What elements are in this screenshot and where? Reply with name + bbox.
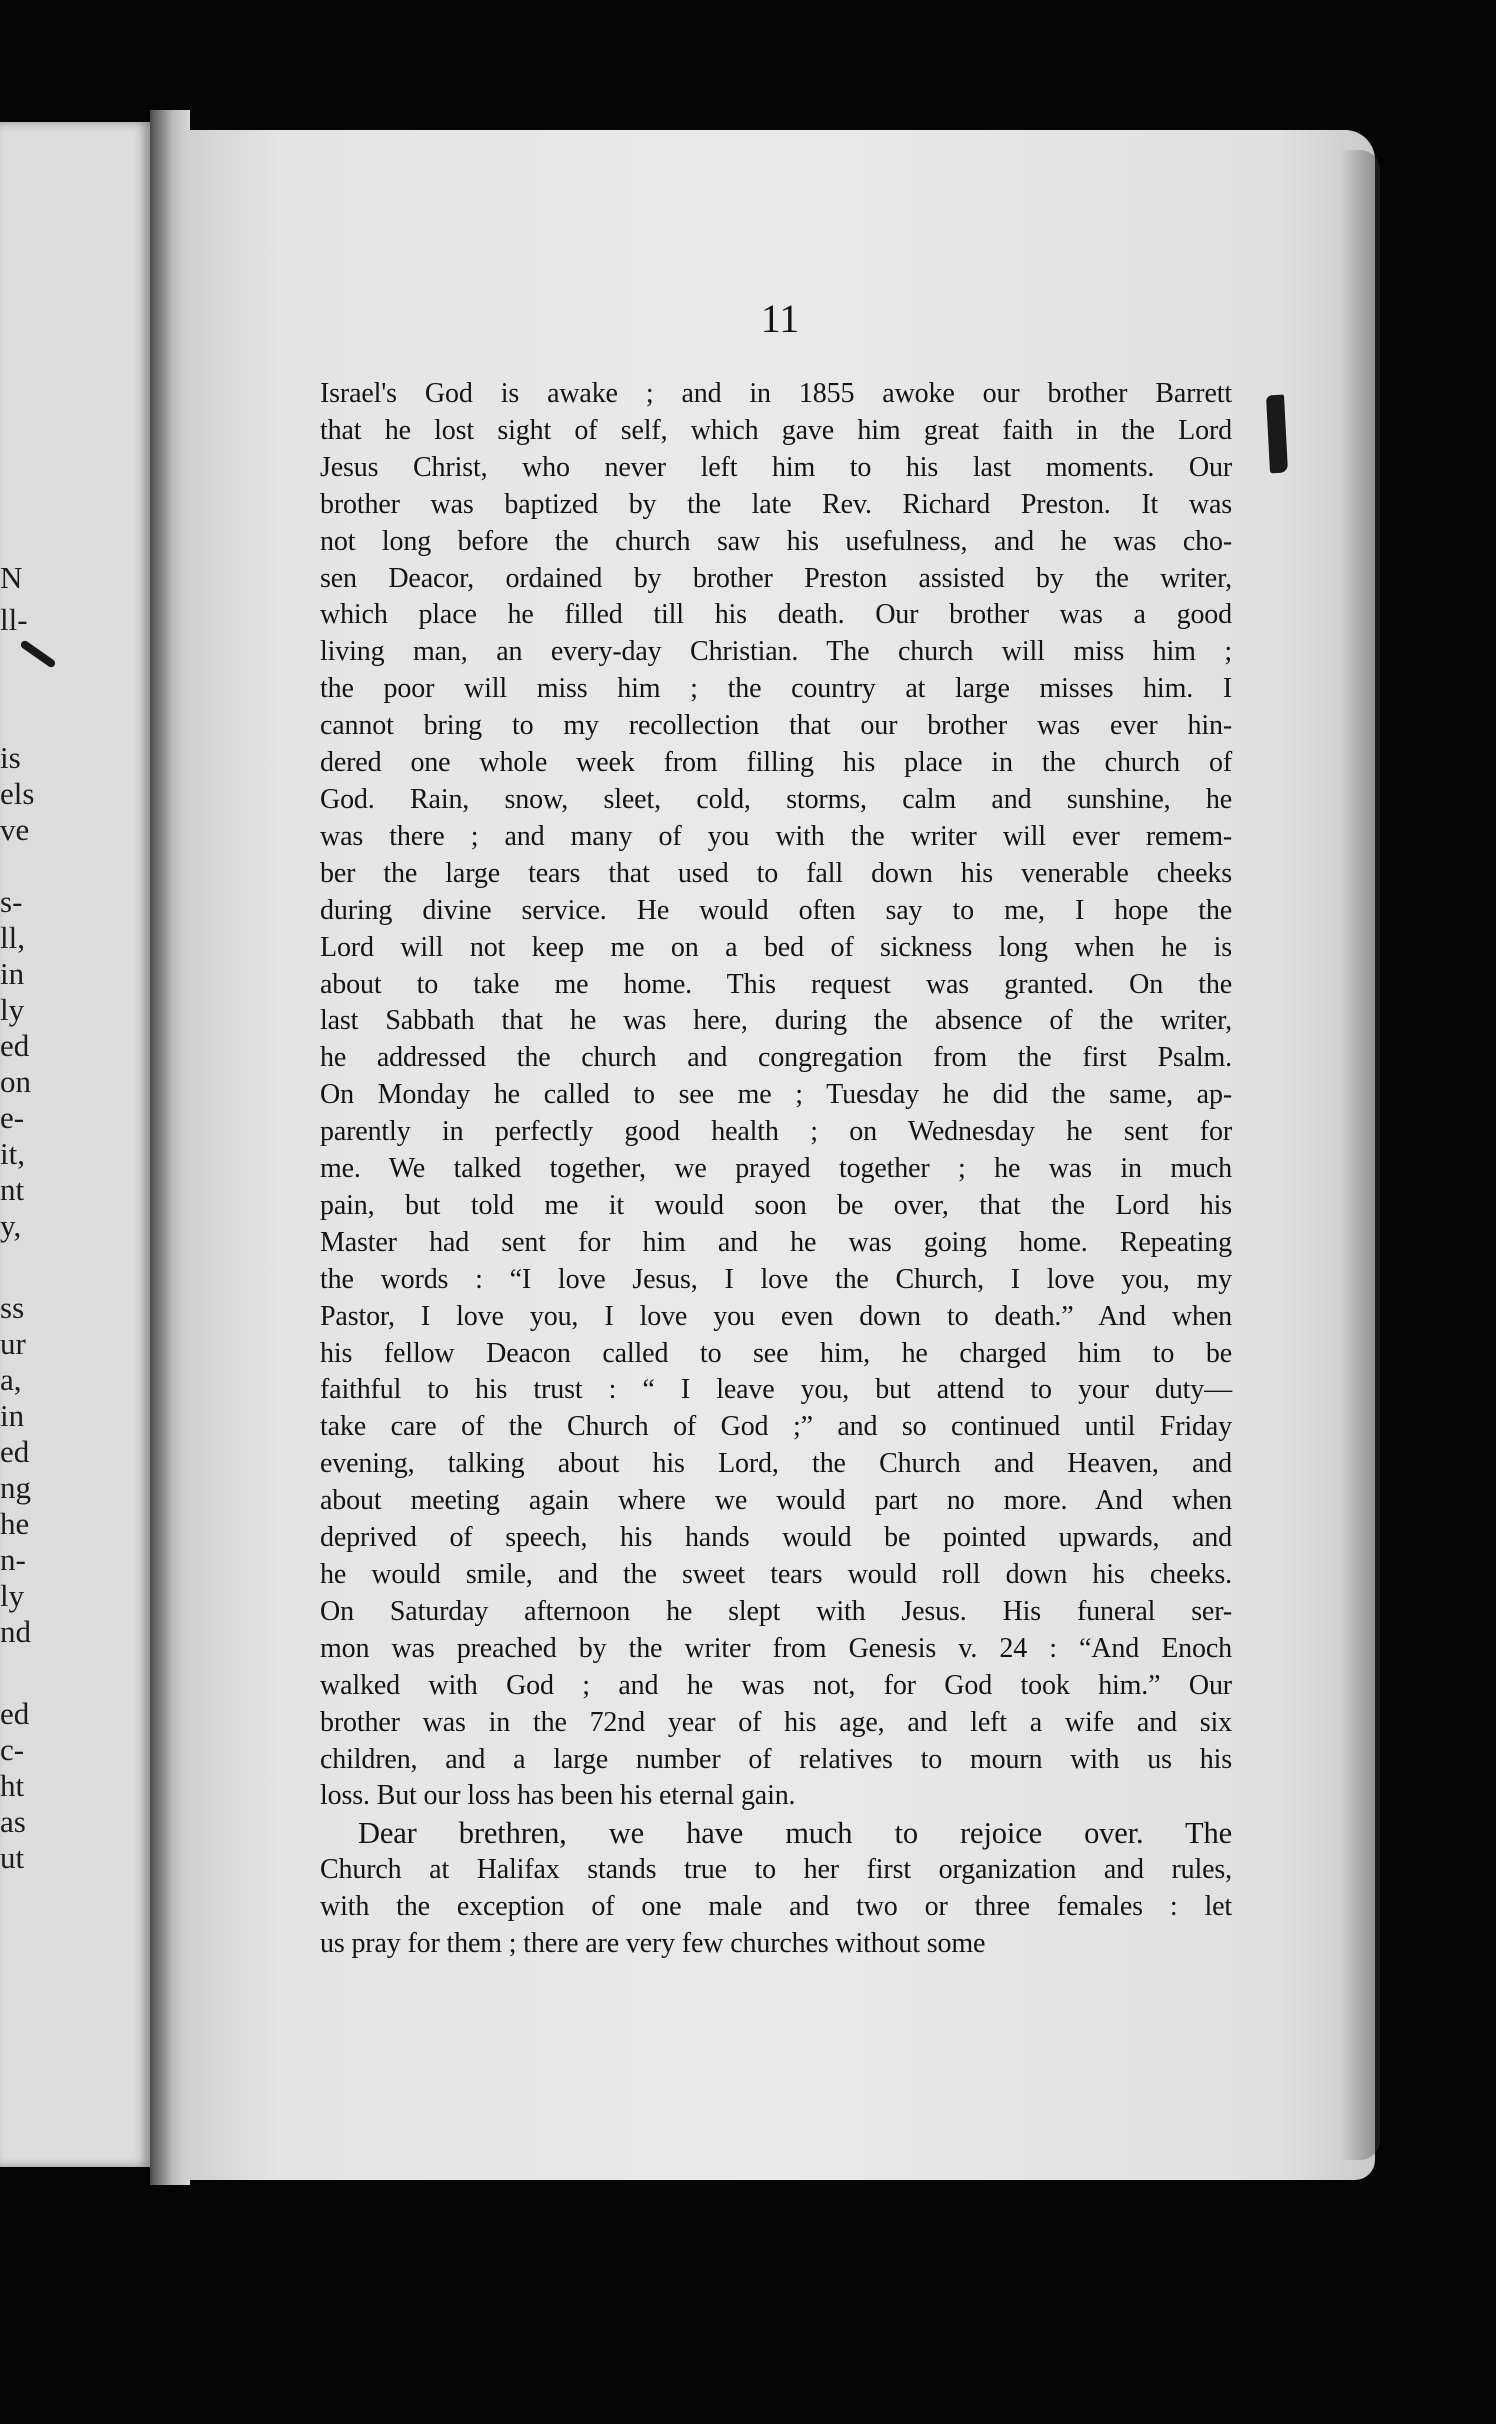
text-line: the words : “I love Jesus, I love the Church, I love you, my: [320, 1263, 1232, 1295]
text-line: On Saturday afternoon he slept with Jesus. His funeral ser-: [320, 1595, 1232, 1627]
left-page-fragment: as: [0, 1804, 26, 1839]
left-page-fragment: ed: [0, 1028, 30, 1063]
page-edge-shadow: [1340, 150, 1380, 2160]
text-line: his fellow Deacon called to see him, he charged him to be: [320, 1337, 1232, 1369]
text-line: about meeting again where we would part no more. And when: [320, 1485, 1232, 1517]
text-line: the poor will miss him ; the country at large misses him. I: [320, 673, 1232, 705]
text-line: living man, an every-day Christian. The church will miss him ;: [320, 636, 1232, 668]
text-line: God. Rain, snow, sleet, cold, storms, calm and sunshine, he: [320, 783, 1232, 815]
text-line: that he lost sight of self, which gave him great faith in the Lord: [320, 414, 1232, 446]
left-page-fragment: ur: [0, 1326, 26, 1361]
text-line: was there ; and many of you with the writer will ever remem-: [320, 820, 1232, 852]
left-page-fragments: [0, 562, 80, 2062]
text-line: not long before the church saw his usefulness, and he was cho-: [320, 525, 1232, 557]
text-line: Lord will not keep me on a bed of sickness long when he is: [320, 931, 1232, 963]
text-line: last Sabbath that he was here, during the absence of the writer,: [320, 1005, 1232, 1037]
left-page-fragment: ht: [0, 1768, 25, 1803]
left-page-fragment: ll-: [0, 602, 28, 637]
text-line: walked with God ; and he was not, for God took him.” Our: [320, 1669, 1232, 1701]
left-page-fragment: ed: [0, 1696, 30, 1731]
left-page-fragment: ly: [0, 1578, 25, 1613]
text-line: pain, but told me it would soon be over, that the Lord his: [320, 1189, 1232, 1221]
left-page-fragment: is: [0, 740, 21, 775]
left-page-fragment: ve: [0, 812, 30, 847]
text-line: faithful to his trust : “ I leave you, but attend to your duty—: [320, 1374, 1232, 1406]
left-page-fragment: ss: [0, 1290, 25, 1325]
book-gutter: [150, 110, 190, 2185]
text-line: parently in perfectly good health ; on Wednesday he sent for: [320, 1116, 1232, 1148]
text-line: cannot bring to my recollection that our brother was ever hin-: [320, 710, 1232, 742]
text-line: sen Deacor, ordained by brother Preston assisted by the writer,: [320, 562, 1232, 594]
text-line: children, and a large number of relatives to mourn with us his: [320, 1743, 1232, 1775]
left-page-fragment: ng: [0, 1470, 31, 1505]
left-page-fragment: in: [0, 1398, 25, 1433]
left-page-fragment: ed: [0, 1434, 30, 1469]
text-line: us pray for them ; there are very few churches without some: [320, 1928, 986, 1960]
left-page-fragment: he: [0, 1506, 30, 1541]
left-page-fragment: a,: [0, 1362, 22, 1397]
text-line: which place he filled till his death. Our brother was a good: [320, 599, 1232, 631]
text-line: mon was preached by the writer from Genesis v. 24 : “And Enoch: [320, 1632, 1232, 1664]
text-line: Master had sent for him and he was going home. Repeating: [320, 1226, 1232, 1258]
text-line: ber the large tears that used to fall down his venerable cheeks: [320, 857, 1232, 889]
left-page-fragment: ly: [0, 992, 25, 1027]
text-line: brother was in the 72nd year of his age, and left a wife and six: [320, 1706, 1232, 1738]
text-line: Jesus Christ, who never left him to his last moments. Our: [320, 451, 1232, 483]
left-page-fragment: els: [0, 776, 35, 811]
left-page-fragment: in: [0, 956, 25, 991]
text-line: Pastor, I love you, I love you even down to death.” And when: [320, 1300, 1232, 1332]
page-number: 11: [760, 296, 800, 341]
left-page-fragment: s-: [0, 884, 23, 919]
text-line: he would smile, and the sweet tears would roll down his cheeks.: [320, 1559, 1232, 1590]
text-line: with the exception of one male and two or three females : let: [320, 1891, 1232, 1923]
text-line: take care of the Church of God ;” and so continued until Friday: [320, 1411, 1232, 1443]
text-line: about to take me home. This request was granted. On the: [320, 968, 1232, 1000]
text-line: Israel's God is awake ; and in 1855 awoke our brother Barrett: [320, 378, 1232, 409]
left-page: [0, 122, 150, 2167]
left-page-fragment: on: [0, 1064, 31, 1099]
text-line: Dear brethren, we have much to rejoice over. The: [358, 1816, 1232, 1851]
left-page-fragment: n-: [0, 1542, 26, 1577]
left-page-fragment: N: [0, 560, 23, 595]
left-page-fragment: ut: [0, 1840, 25, 1875]
left-page-fragment: y,: [0, 1208, 22, 1243]
text-line: evening, talking about his Lord, the Church and Heaven, and: [320, 1448, 1232, 1480]
text-line: during divine service. He would often say to me, I hope the: [320, 894, 1232, 926]
left-page-fragment: nt: [0, 1172, 25, 1207]
text-line: Church at Halifax stands true to her first organization and rules,: [320, 1854, 1232, 1886]
text-line: he addressed the church and congregation from the first Psalm.: [320, 1042, 1232, 1074]
left-page-fragment: e-: [0, 1100, 25, 1135]
left-page-fragment: ll,: [0, 920, 25, 955]
text-line: On Monday he called to see me ; Tuesday he did the same, ap-: [320, 1079, 1232, 1111]
text-line: brother was baptized by the late Rev. Richard Preston. It was: [320, 488, 1232, 520]
text-line: deprived of speech, his hands would be pointed upwards, and: [320, 1522, 1232, 1554]
left-page-fragment: it,: [0, 1136, 25, 1171]
left-page-fragment: c-: [0, 1732, 25, 1767]
body-text: [320, 376, 1232, 1963]
left-page-fragment: nd: [0, 1614, 31, 1649]
text-line: loss. But our loss has been his eternal gain.: [320, 1780, 796, 1812]
text-line: dered one whole week from filling his place in the church of: [320, 747, 1232, 779]
text-line: me. We talked together, we prayed together ; he was in much: [320, 1153, 1232, 1185]
